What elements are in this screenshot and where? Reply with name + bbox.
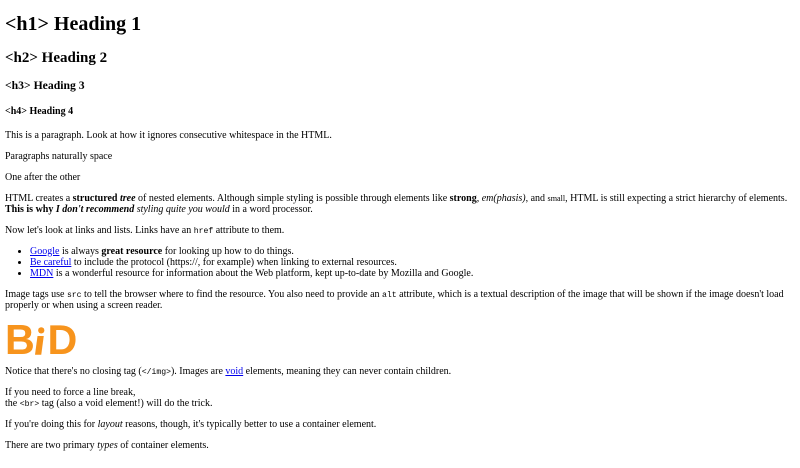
text: , HTML is still expecting a strict hierarchy of elements.	[565, 192, 788, 204]
text: to tell the browser where to find the resource. You also need to provide an	[81, 288, 383, 300]
list-item	[30, 246, 795, 257]
paragraph-containers	[5, 440, 795, 451]
mdn-link[interactable]: MDN	[30, 267, 54, 279]
code-src: src	[66, 290, 82, 300]
code-href: href	[193, 226, 214, 236]
text: attribute to them.	[213, 224, 285, 236]
logo-letter-d: D	[47, 320, 78, 356]
text: , and	[525, 192, 548, 204]
logo-i-stem	[35, 336, 44, 355]
google-link[interactable]: Google	[30, 245, 60, 257]
text: the	[5, 397, 20, 409]
paragraph-other: One after the other	[5, 171, 81, 183]
paragraph-void	[5, 366, 795, 377]
code-br: <br>	[19, 399, 40, 409]
em-text: layout	[97, 418, 123, 430]
resource-list	[5, 246, 795, 279]
small-text: small	[547, 193, 566, 203]
text: ). Images are	[170, 365, 226, 377]
strong-text: structured	[72, 192, 118, 204]
text: tag (also a void element!) will do the trick.	[39, 397, 213, 409]
em-text: em(phasis)	[481, 192, 526, 204]
heading-2: <h2> Heading 2	[5, 49, 108, 66]
paragraph-space: Paragraphs naturally space	[5, 150, 113, 162]
text: HTML creates a	[5, 192, 73, 204]
text: attribute, which is a textual description of the image that will be shown if the image doesn't load properly or when using a screen reader.	[5, 288, 784, 311]
logo-letter-b: B	[5, 320, 35, 356]
em-text: types	[97, 439, 118, 451]
text: in a word processor.	[229, 203, 313, 215]
text: is always	[59, 245, 102, 257]
be-careful-link[interactable]: Be careful	[30, 256, 72, 268]
text: If you need to force a line break,	[5, 386, 136, 398]
text: Image tags use	[5, 288, 67, 300]
paragraph-structure	[5, 193, 795, 215]
paragraph-break	[5, 387, 795, 409]
em-text: tree	[119, 192, 136, 204]
code-img-close: </img>	[141, 367, 171, 377]
list-item	[30, 268, 795, 279]
strong-text: great resource	[101, 245, 163, 257]
text: elements, meaning they can never contain children.	[243, 365, 452, 377]
bid-logo-image	[5, 321, 81, 356]
text: ,	[476, 192, 482, 204]
paragraph-images	[5, 289, 795, 311]
paragraph-whitespace: This is a paragraph. Look at how it ignores consecutive whitespace in the HTML.	[5, 129, 332, 141]
strong-em-text	[120, 193, 136, 204]
text: to include the protocol (https://, for example) when linking to external resources.	[71, 256, 397, 268]
paragraph-links	[5, 225, 795, 236]
heading-4: <h4> Heading 4	[5, 105, 74, 117]
text: reasons, though, it's typically better to use a container element.	[122, 418, 377, 430]
text: This is why	[5, 203, 56, 215]
text: Now let's look at links and lists. Links have an	[5, 224, 194, 236]
text: of nested elements. Although simple styling is possible through elements like	[135, 192, 450, 204]
text: for looking up how to do things.	[162, 245, 294, 257]
text: If you're doing this for	[5, 418, 98, 430]
paragraph-layout	[5, 419, 795, 430]
strong-text: strong	[449, 192, 477, 204]
text: Notice that there's no closing tag (	[5, 365, 142, 377]
em-text: styling quite you would	[134, 203, 230, 215]
strong-text	[5, 204, 134, 215]
text: is a wonderful resource for information about the Web platform, kept up-to-date by Mozilla and Google.	[53, 267, 474, 279]
text: There are two primary	[5, 439, 98, 451]
list-item	[30, 257, 795, 268]
void-link[interactable]: void	[225, 365, 244, 377]
code-alt: alt	[382, 290, 397, 300]
heading-3: <h3> Heading 3	[5, 79, 85, 93]
heading-1: <h1> Heading 1	[5, 13, 142, 36]
logo-i-dot	[38, 327, 44, 333]
text: of container elements.	[117, 439, 209, 451]
em-text: I don't recommend	[55, 203, 135, 215]
